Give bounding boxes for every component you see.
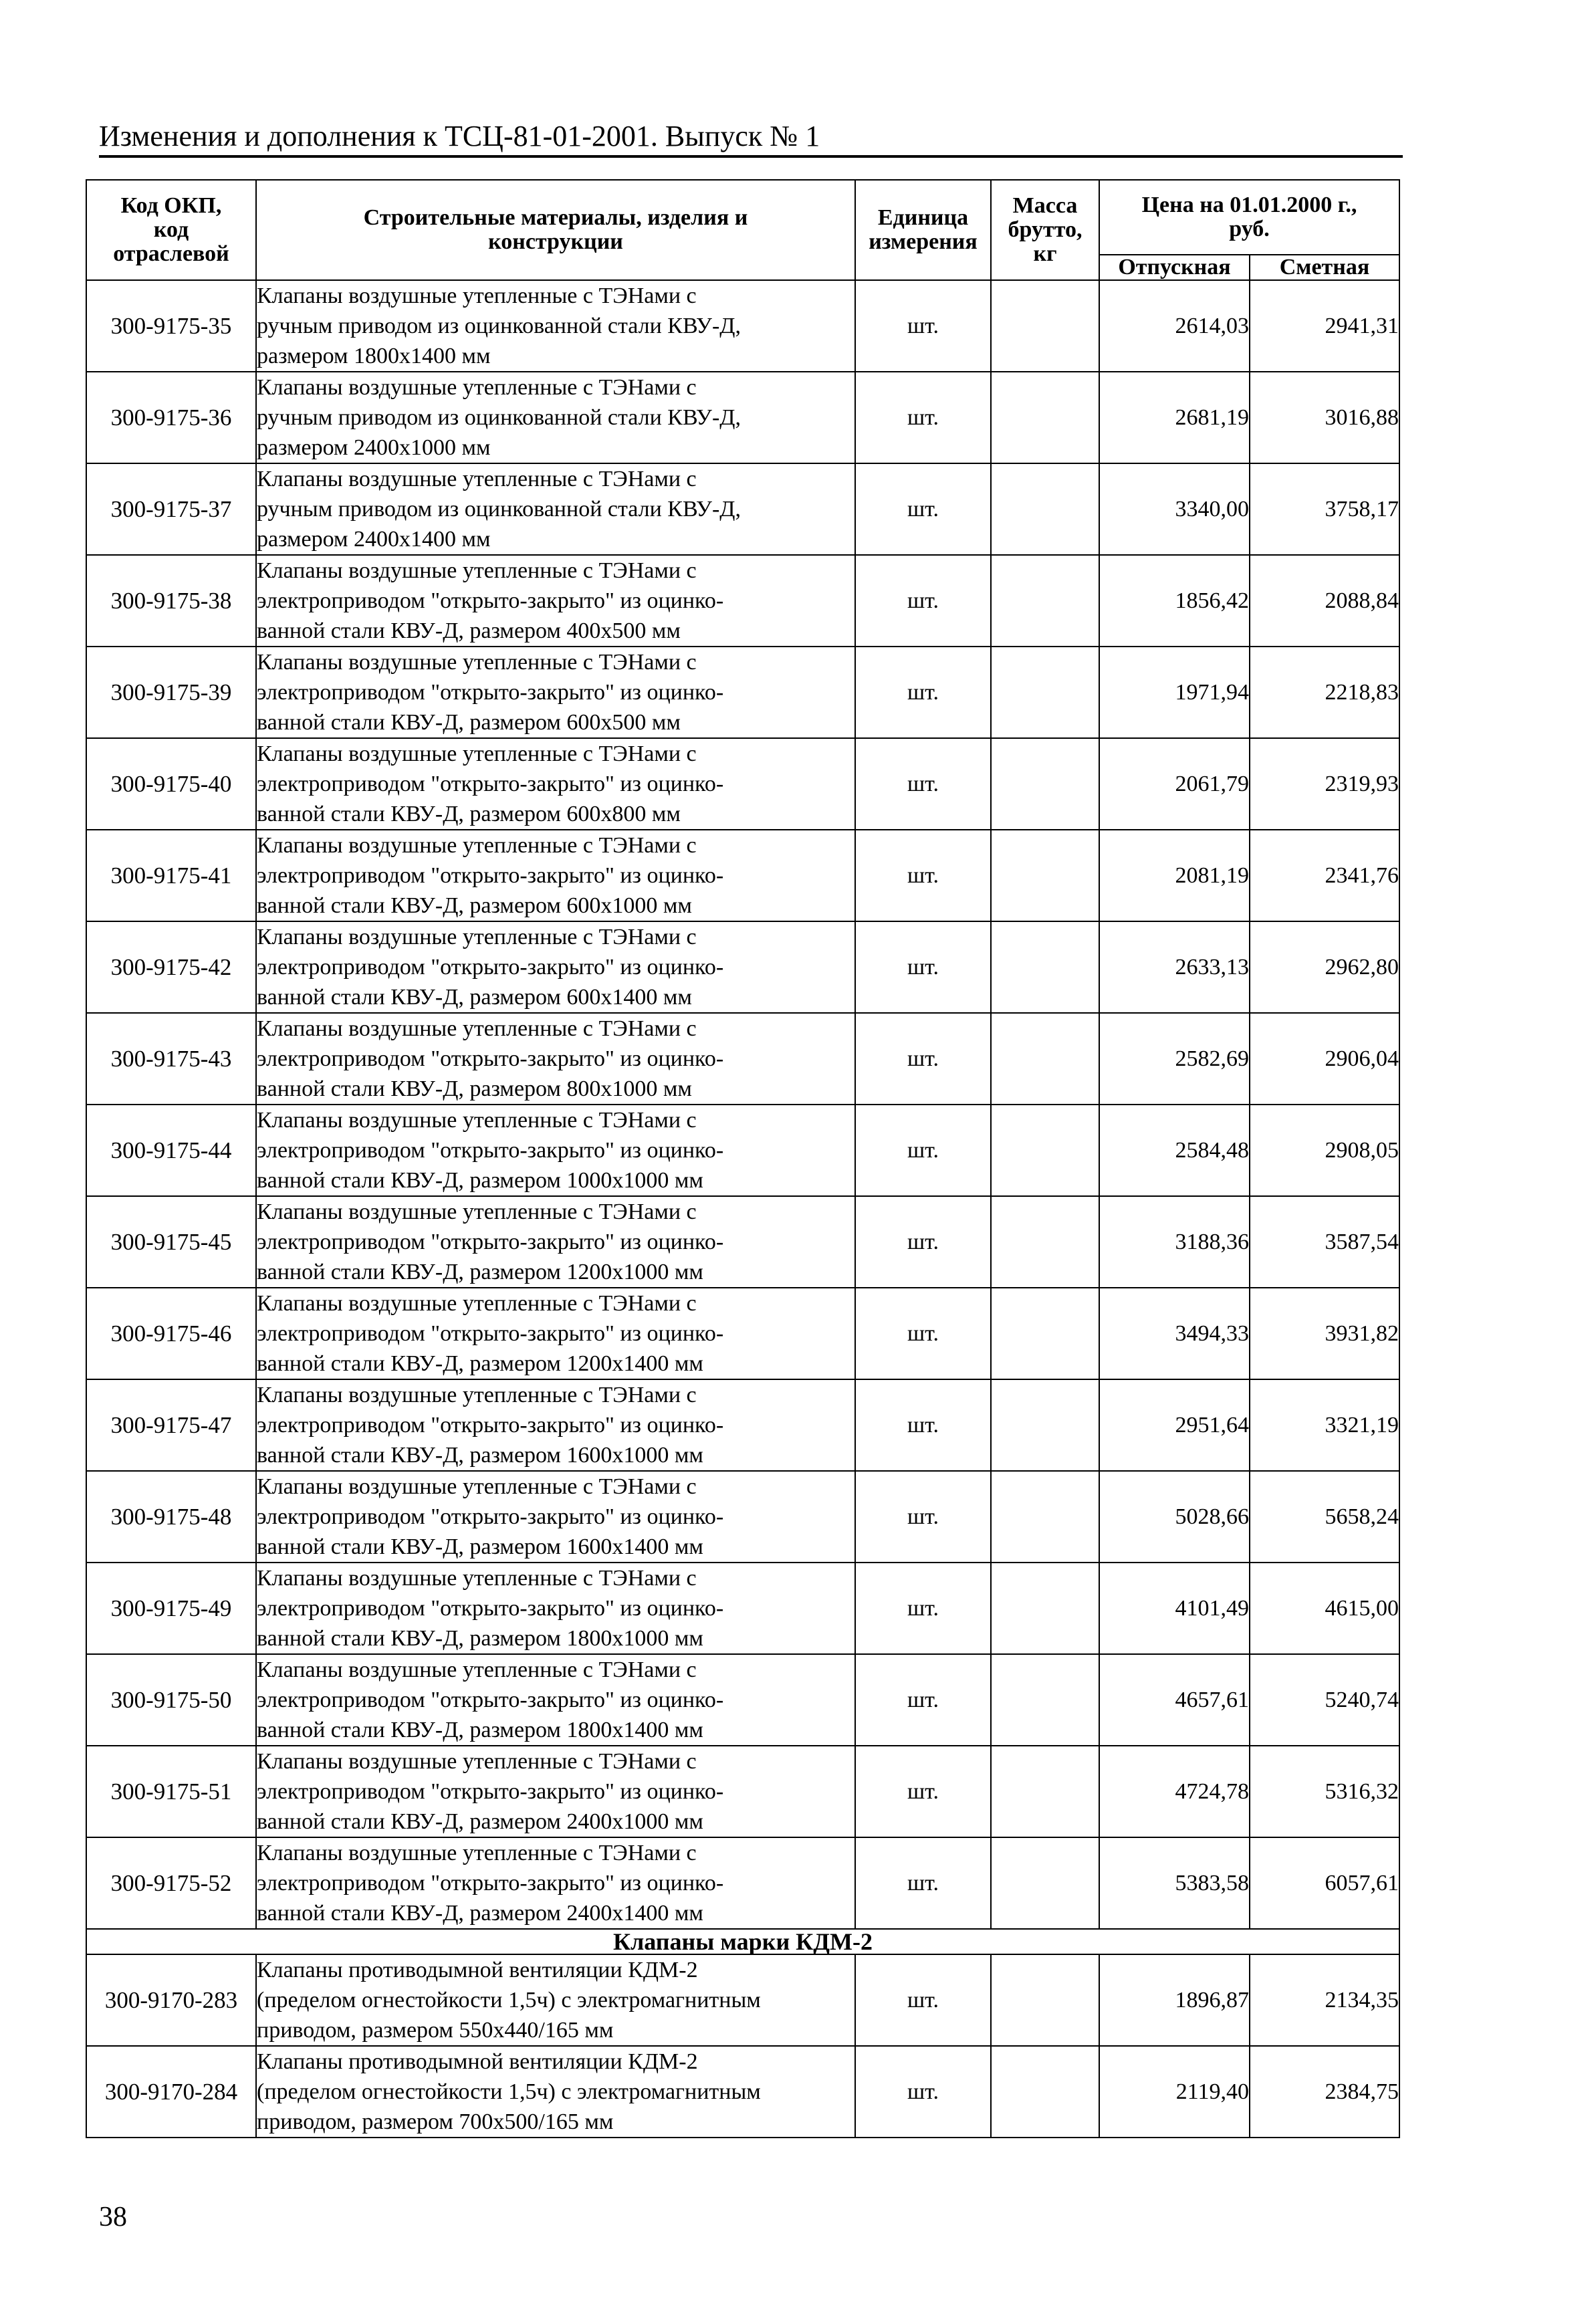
table-row — [86, 1105, 1399, 1196]
table-row — [86, 738, 1399, 830]
price-table — [86, 179, 1400, 2138]
row-estimate-price: 5658,24 — [1250, 1471, 1399, 1563]
col-header-unit-line: Единица — [877, 205, 969, 230]
row-description — [256, 463, 855, 555]
table-row — [86, 555, 1399, 647]
row-release-price: 1971,94 — [1099, 647, 1250, 738]
table-body — [86, 280, 1399, 2138]
row-description-line: Клапаны воздушные утепленные с ТЭНами с — [257, 467, 697, 491]
row-unit: шт. — [855, 1954, 991, 2046]
row-release-price: 2081,19 — [1099, 830, 1250, 921]
row-estimate-price: 2906,04 — [1250, 1013, 1399, 1105]
row-description-line: электроприводом "открыто-закрыто" из оцинко- — [257, 680, 724, 705]
row-release-price: 2614,03 — [1099, 280, 1250, 372]
col-header-mass-line: брутто, — [1008, 217, 1082, 242]
row-description-line: ручным приводом из оцинкованной стали КВУ-Д, — [257, 405, 741, 430]
row-code: 300-9175-47 — [86, 1379, 256, 1471]
row-mass — [991, 1837, 1099, 1929]
row-description-line: ванной стали КВУ-Д, размером 800х1000 мм — [257, 1076, 692, 1101]
row-unit: шт. — [855, 921, 991, 1013]
row-mass — [991, 738, 1099, 830]
row-unit: шт. — [855, 830, 991, 921]
row-description-line: Клапаны воздушные утепленные с ТЭНами с — [257, 1108, 697, 1133]
col-header-estimate: Сметная — [1250, 255, 1399, 280]
row-description-line: ванной стали КВУ-Д, размером 1000х1000 мм — [257, 1168, 703, 1193]
row-description — [256, 2046, 855, 2138]
row-description-line: размером 2400х1400 мм — [257, 527, 491, 552]
row-release-price: 1856,42 — [1099, 555, 1250, 647]
table-row — [86, 1013, 1399, 1105]
row-description-line: ванной стали КВУ-Д, размером 600х1000 мм — [257, 893, 692, 918]
row-release-price: 4724,78 — [1099, 1746, 1250, 1837]
col-header-unit-line: измерения — [869, 229, 978, 254]
row-mass — [991, 1288, 1099, 1379]
row-unit: шт. — [855, 463, 991, 555]
row-estimate-price: 2319,93 — [1250, 738, 1399, 830]
table-row — [86, 1746, 1399, 1837]
row-mass — [991, 1196, 1099, 1288]
col-header-mass — [991, 180, 1099, 280]
row-mass — [991, 1746, 1099, 1837]
row-estimate-price: 4615,00 — [1250, 1563, 1399, 1654]
row-description — [256, 1837, 855, 1929]
table-row — [86, 830, 1399, 921]
row-unit: шт. — [855, 1013, 991, 1105]
row-unit: шт. — [855, 1746, 991, 1837]
row-description-line: (пределом огнестойкости 1,5ч) с электромагнитным — [257, 2079, 761, 2104]
row-description-line: Клапаны воздушные утепленные с ТЭНами с — [257, 1474, 697, 1499]
row-unit: шт. — [855, 1105, 991, 1196]
row-code: 300-9175-48 — [86, 1471, 256, 1563]
row-release-price: 4101,49 — [1099, 1563, 1250, 1654]
row-code: 300-9175-44 — [86, 1105, 256, 1196]
section-row — [86, 1929, 1399, 1954]
row-code: 300-9170-283 — [86, 1954, 256, 2046]
table-row — [86, 1954, 1399, 2046]
row-description-line: электроприводом "открыто-закрыто" из оцинко- — [257, 1504, 724, 1529]
row-description — [256, 830, 855, 921]
row-estimate-price: 2134,35 — [1250, 1954, 1399, 2046]
row-mass — [991, 555, 1099, 647]
col-header-name-line: конструкции — [488, 229, 623, 254]
row-unit: шт. — [855, 1196, 991, 1288]
row-description-line: Клапаны воздушные утепленные с ТЭНами с — [257, 1749, 697, 1774]
row-unit: шт. — [855, 1379, 991, 1471]
row-unit: шт. — [855, 372, 991, 463]
row-description-line: Клапаны воздушные утепленные с ТЭНами с — [257, 650, 697, 675]
row-description-line: ручным приводом из оцинкованной стали КВУ-Д, — [257, 314, 741, 338]
col-header-name-line: Строительные материалы, изделия и — [363, 205, 748, 230]
row-description-line: электроприводом "открыто-закрыто" из оцинко- — [257, 1321, 724, 1346]
col-header-price — [1099, 180, 1399, 255]
row-mass — [991, 1013, 1099, 1105]
row-code: 300-9175-42 — [86, 921, 256, 1013]
row-code: 300-9175-45 — [86, 1196, 256, 1288]
row-estimate-price: 2384,75 — [1250, 2046, 1399, 2138]
row-description — [256, 738, 855, 830]
row-code: 300-9175-51 — [86, 1746, 256, 1837]
table-row — [86, 1471, 1399, 1563]
row-description-line: Клапаны воздушные утепленные с ТЭНами с — [257, 1841, 697, 1865]
row-release-price: 3494,33 — [1099, 1288, 1250, 1379]
row-description — [256, 280, 855, 372]
row-description-line: ванной стали КВУ-Д, размером 1600х1400 мм — [257, 1534, 703, 1559]
row-description-line: Клапаны воздушные утепленные с ТЭНами с — [257, 1383, 697, 1407]
col-header-name — [256, 180, 855, 280]
row-description-line: ванной стали КВУ-Д, размером 600х800 мм — [257, 802, 681, 826]
row-description-line: Клапаны воздушные утепленные с ТЭНами с — [257, 741, 697, 766]
row-description-line: ванной стали КВУ-Д, размером 2400х1000 мм — [257, 1809, 703, 1834]
row-unit: шт. — [855, 1563, 991, 1654]
row-mass — [991, 647, 1099, 738]
row-estimate-price: 2962,80 — [1250, 921, 1399, 1013]
row-description-line: ванной стали КВУ-Д, размером 2400х1400 мм — [257, 1901, 703, 1926]
row-code: 300-9175-52 — [86, 1837, 256, 1929]
row-code: 300-9175-49 — [86, 1563, 256, 1654]
table-row — [86, 1654, 1399, 1746]
col-header-code-line: код — [153, 217, 189, 242]
table-row — [86, 647, 1399, 738]
row-unit: шт. — [855, 555, 991, 647]
row-description — [256, 1563, 855, 1654]
row-release-price: 2633,13 — [1099, 921, 1250, 1013]
row-release-price: 2119,40 — [1099, 2046, 1250, 2138]
row-mass — [991, 372, 1099, 463]
row-mass — [991, 1471, 1099, 1563]
row-code: 300-9175-38 — [86, 555, 256, 647]
col-header-price-line: руб. — [1229, 217, 1270, 241]
row-mass — [991, 2046, 1099, 2138]
table-row — [86, 280, 1399, 372]
row-description-line: ванной стали КВУ-Д, размером 1800х1400 мм — [257, 1718, 703, 1742]
row-description-line: ванной стали КВУ-Д, размером 1600х1000 мм — [257, 1443, 703, 1468]
row-description-line: ванной стали КВУ-Д, размером 1200х1400 мм — [257, 1351, 703, 1376]
row-description-line: приводом, размером 550х440/165 мм — [257, 2018, 614, 2043]
table-row — [86, 463, 1399, 555]
row-description-line: ванной стали КВУ-Д, размером 1200х1000 мм — [257, 1260, 703, 1284]
page-number: 38 — [99, 2202, 127, 2232]
row-description-line: Клапаны воздушные утепленные с ТЭНами с — [257, 925, 697, 949]
row-description-line: Клапаны воздушные утепленные с ТЭНами с — [257, 1657, 697, 1682]
row-mass — [991, 463, 1099, 555]
row-mass — [991, 280, 1099, 372]
row-release-price: 3188,36 — [1099, 1196, 1250, 1288]
row-code: 300-9175-50 — [86, 1654, 256, 1746]
row-estimate-price: 3587,54 — [1250, 1196, 1399, 1288]
row-release-price: 2584,48 — [1099, 1105, 1250, 1196]
row-description-line: Клапаны воздушные утепленные с ТЭНами с — [257, 1291, 697, 1316]
row-description — [256, 1196, 855, 1288]
row-estimate-price: 3758,17 — [1250, 463, 1399, 555]
row-description-line: электроприводом "открыто-закрыто" из оцинко- — [257, 588, 724, 613]
row-description — [256, 555, 855, 647]
row-release-price: 2951,64 — [1099, 1379, 1250, 1471]
row-unit: шт. — [855, 738, 991, 830]
row-mass — [991, 830, 1099, 921]
row-description — [256, 1105, 855, 1196]
col-header-mass-line: Масса — [1012, 193, 1078, 218]
row-release-price: 5383,58 — [1099, 1837, 1250, 1929]
row-code: 300-9170-284 — [86, 2046, 256, 2138]
row-description-line: электроприводом "открыто-закрыто" из оцинко- — [257, 1779, 724, 1804]
col-header-code-line: отраслевой — [113, 241, 229, 266]
row-unit: шт. — [855, 280, 991, 372]
col-header-code — [86, 180, 256, 280]
row-description-line: ручным приводом из оцинкованной стали КВУ-Д, — [257, 497, 741, 522]
row-description — [256, 1654, 855, 1746]
row-mass — [991, 1379, 1099, 1471]
row-unit: шт. — [855, 1654, 991, 1746]
row-estimate-price: 2908,05 — [1250, 1105, 1399, 1196]
row-code: 300-9175-39 — [86, 647, 256, 738]
row-mass — [991, 1105, 1099, 1196]
section-title: Клапаны марки КДМ-2 — [86, 1929, 1399, 1954]
header-rule — [99, 155, 1403, 158]
row-release-price: 2681,19 — [1099, 372, 1250, 463]
row-mass — [991, 1563, 1099, 1654]
row-description-line: электроприводом "открыто-закрыто" из оцинко- — [257, 1230, 724, 1254]
row-estimate-price: 2088,84 — [1250, 555, 1399, 647]
table-row — [86, 372, 1399, 463]
row-description-line: электроприводом "открыто-закрыто" из оцинко- — [257, 772, 724, 796]
row-description-line: Клапаны противодымной вентиляции КДМ-2 — [257, 1958, 698, 1982]
row-mass — [991, 921, 1099, 1013]
row-code: 300-9175-40 — [86, 738, 256, 830]
table-row — [86, 2046, 1399, 2138]
row-description — [256, 372, 855, 463]
row-release-price: 3340,00 — [1099, 463, 1250, 555]
row-estimate-price: 2341,76 — [1250, 830, 1399, 921]
row-unit: шт. — [855, 1471, 991, 1563]
row-description-line: Клапаны воздушные утепленные с ТЭНами с — [257, 1566, 697, 1591]
row-description-line: электроприводом "открыто-закрыто" из оцинко- — [257, 1596, 724, 1621]
table-row — [86, 1288, 1399, 1379]
row-release-price: 2582,69 — [1099, 1013, 1250, 1105]
row-estimate-price: 2218,83 — [1250, 647, 1399, 738]
row-estimate-price: 6057,61 — [1250, 1837, 1399, 1929]
row-release-price: 5028,66 — [1099, 1471, 1250, 1563]
col-header-price-line: Цена на 01.01.2000 г., — [1141, 193, 1357, 217]
row-description-line: электроприводом "открыто-закрыто" из оцинко- — [257, 1413, 724, 1438]
row-estimate-price: 2941,31 — [1250, 280, 1399, 372]
row-release-price: 2061,79 — [1099, 738, 1250, 830]
row-unit: шт. — [855, 2046, 991, 2138]
row-description-line: ванной стали КВУ-Д, размером 600х500 мм — [257, 710, 681, 735]
row-description-line: размером 2400х1000 мм — [257, 435, 491, 460]
table-row — [86, 1563, 1399, 1654]
row-mass — [991, 1954, 1099, 2046]
row-description-line: электроприводом "открыто-закрыто" из оцинко- — [257, 1688, 724, 1712]
row-description-line: приводом, размером 700х500/165 мм — [257, 2109, 614, 2134]
row-description-line: ванной стали КВУ-Д, размером 600х1400 мм — [257, 985, 692, 1010]
row-estimate-price: 3016,88 — [1250, 372, 1399, 463]
row-description — [256, 1471, 855, 1563]
row-description-line: электроприводом "открыто-закрыто" из оцинко- — [257, 1871, 724, 1895]
row-description-line: электроприводом "открыто-закрыто" из оцинко- — [257, 863, 724, 888]
row-description-line: Клапаны противодымной вентиляции КДМ-2 — [257, 2049, 698, 2074]
table-row — [86, 1196, 1399, 1288]
row-unit: шт. — [855, 1837, 991, 1929]
row-unit: шт. — [855, 647, 991, 738]
row-code: 300-9175-35 — [86, 280, 256, 372]
row-description — [256, 647, 855, 738]
table-row — [86, 921, 1399, 1013]
row-release-price: 1896,87 — [1099, 1954, 1250, 2046]
row-description-line: Клапаны воздушные утепленные с ТЭНами с — [257, 1016, 697, 1041]
row-description-line: (пределом огнестойкости 1,5ч) с электромагнитным — [257, 1988, 761, 2012]
row-unit: шт. — [855, 1288, 991, 1379]
row-description — [256, 1288, 855, 1379]
col-header-code-line: Код ОКП, — [120, 193, 222, 218]
row-description-line: электроприводом "открыто-закрыто" из оцинко- — [257, 1046, 724, 1071]
row-description-line: Клапаны воздушные утепленные с ТЭНами с — [257, 1199, 697, 1224]
row-estimate-price: 3321,19 — [1250, 1379, 1399, 1471]
row-description — [256, 1013, 855, 1105]
row-description-line: размером 1800х1400 мм — [257, 344, 491, 368]
row-description — [256, 1379, 855, 1471]
row-code: 300-9175-41 — [86, 830, 256, 921]
page-header: Изменения и дополнения к ТСЦ-81-01-2001. Выпуск № 1 — [99, 120, 820, 152]
row-code: 300-9175-46 — [86, 1288, 256, 1379]
row-description-line: Клапаны воздушные утепленные с ТЭНами с — [257, 375, 697, 400]
row-description-line: Клапаны воздушные утепленные с ТЭНами с — [257, 833, 697, 858]
col-header-unit — [855, 180, 991, 280]
row-code: 300-9175-37 — [86, 463, 256, 555]
col-header-release: Отпускная — [1099, 255, 1250, 280]
row-description-line: электроприводом "открыто-закрыто" из оцинко- — [257, 955, 724, 980]
table-row — [86, 1379, 1399, 1471]
row-description-line: ванной стали КВУ-Д, размером 400х500 мм — [257, 618, 681, 643]
row-estimate-price: 5240,74 — [1250, 1654, 1399, 1746]
row-estimate-price: 3931,82 — [1250, 1288, 1399, 1379]
row-code: 300-9175-43 — [86, 1013, 256, 1105]
row-description-line: ванной стали КВУ-Д, размером 1800х1000 мм — [257, 1626, 703, 1651]
row-estimate-price: 5316,32 — [1250, 1746, 1399, 1837]
row-description-line: Клапаны воздушные утепленные с ТЭНами с — [257, 283, 697, 308]
row-mass — [991, 1654, 1099, 1746]
table-row — [86, 1837, 1399, 1929]
row-description-line: Клапаны воздушные утепленные с ТЭНами с — [257, 558, 697, 583]
row-description — [256, 921, 855, 1013]
col-header-mass-line: кг — [1033, 241, 1057, 266]
row-description — [256, 1746, 855, 1837]
row-release-price: 4657,61 — [1099, 1654, 1250, 1746]
row-description — [256, 1954, 855, 2046]
row-description-line: электроприводом "открыто-закрыто" из оцинко- — [257, 1138, 724, 1163]
row-code: 300-9175-36 — [86, 372, 256, 463]
